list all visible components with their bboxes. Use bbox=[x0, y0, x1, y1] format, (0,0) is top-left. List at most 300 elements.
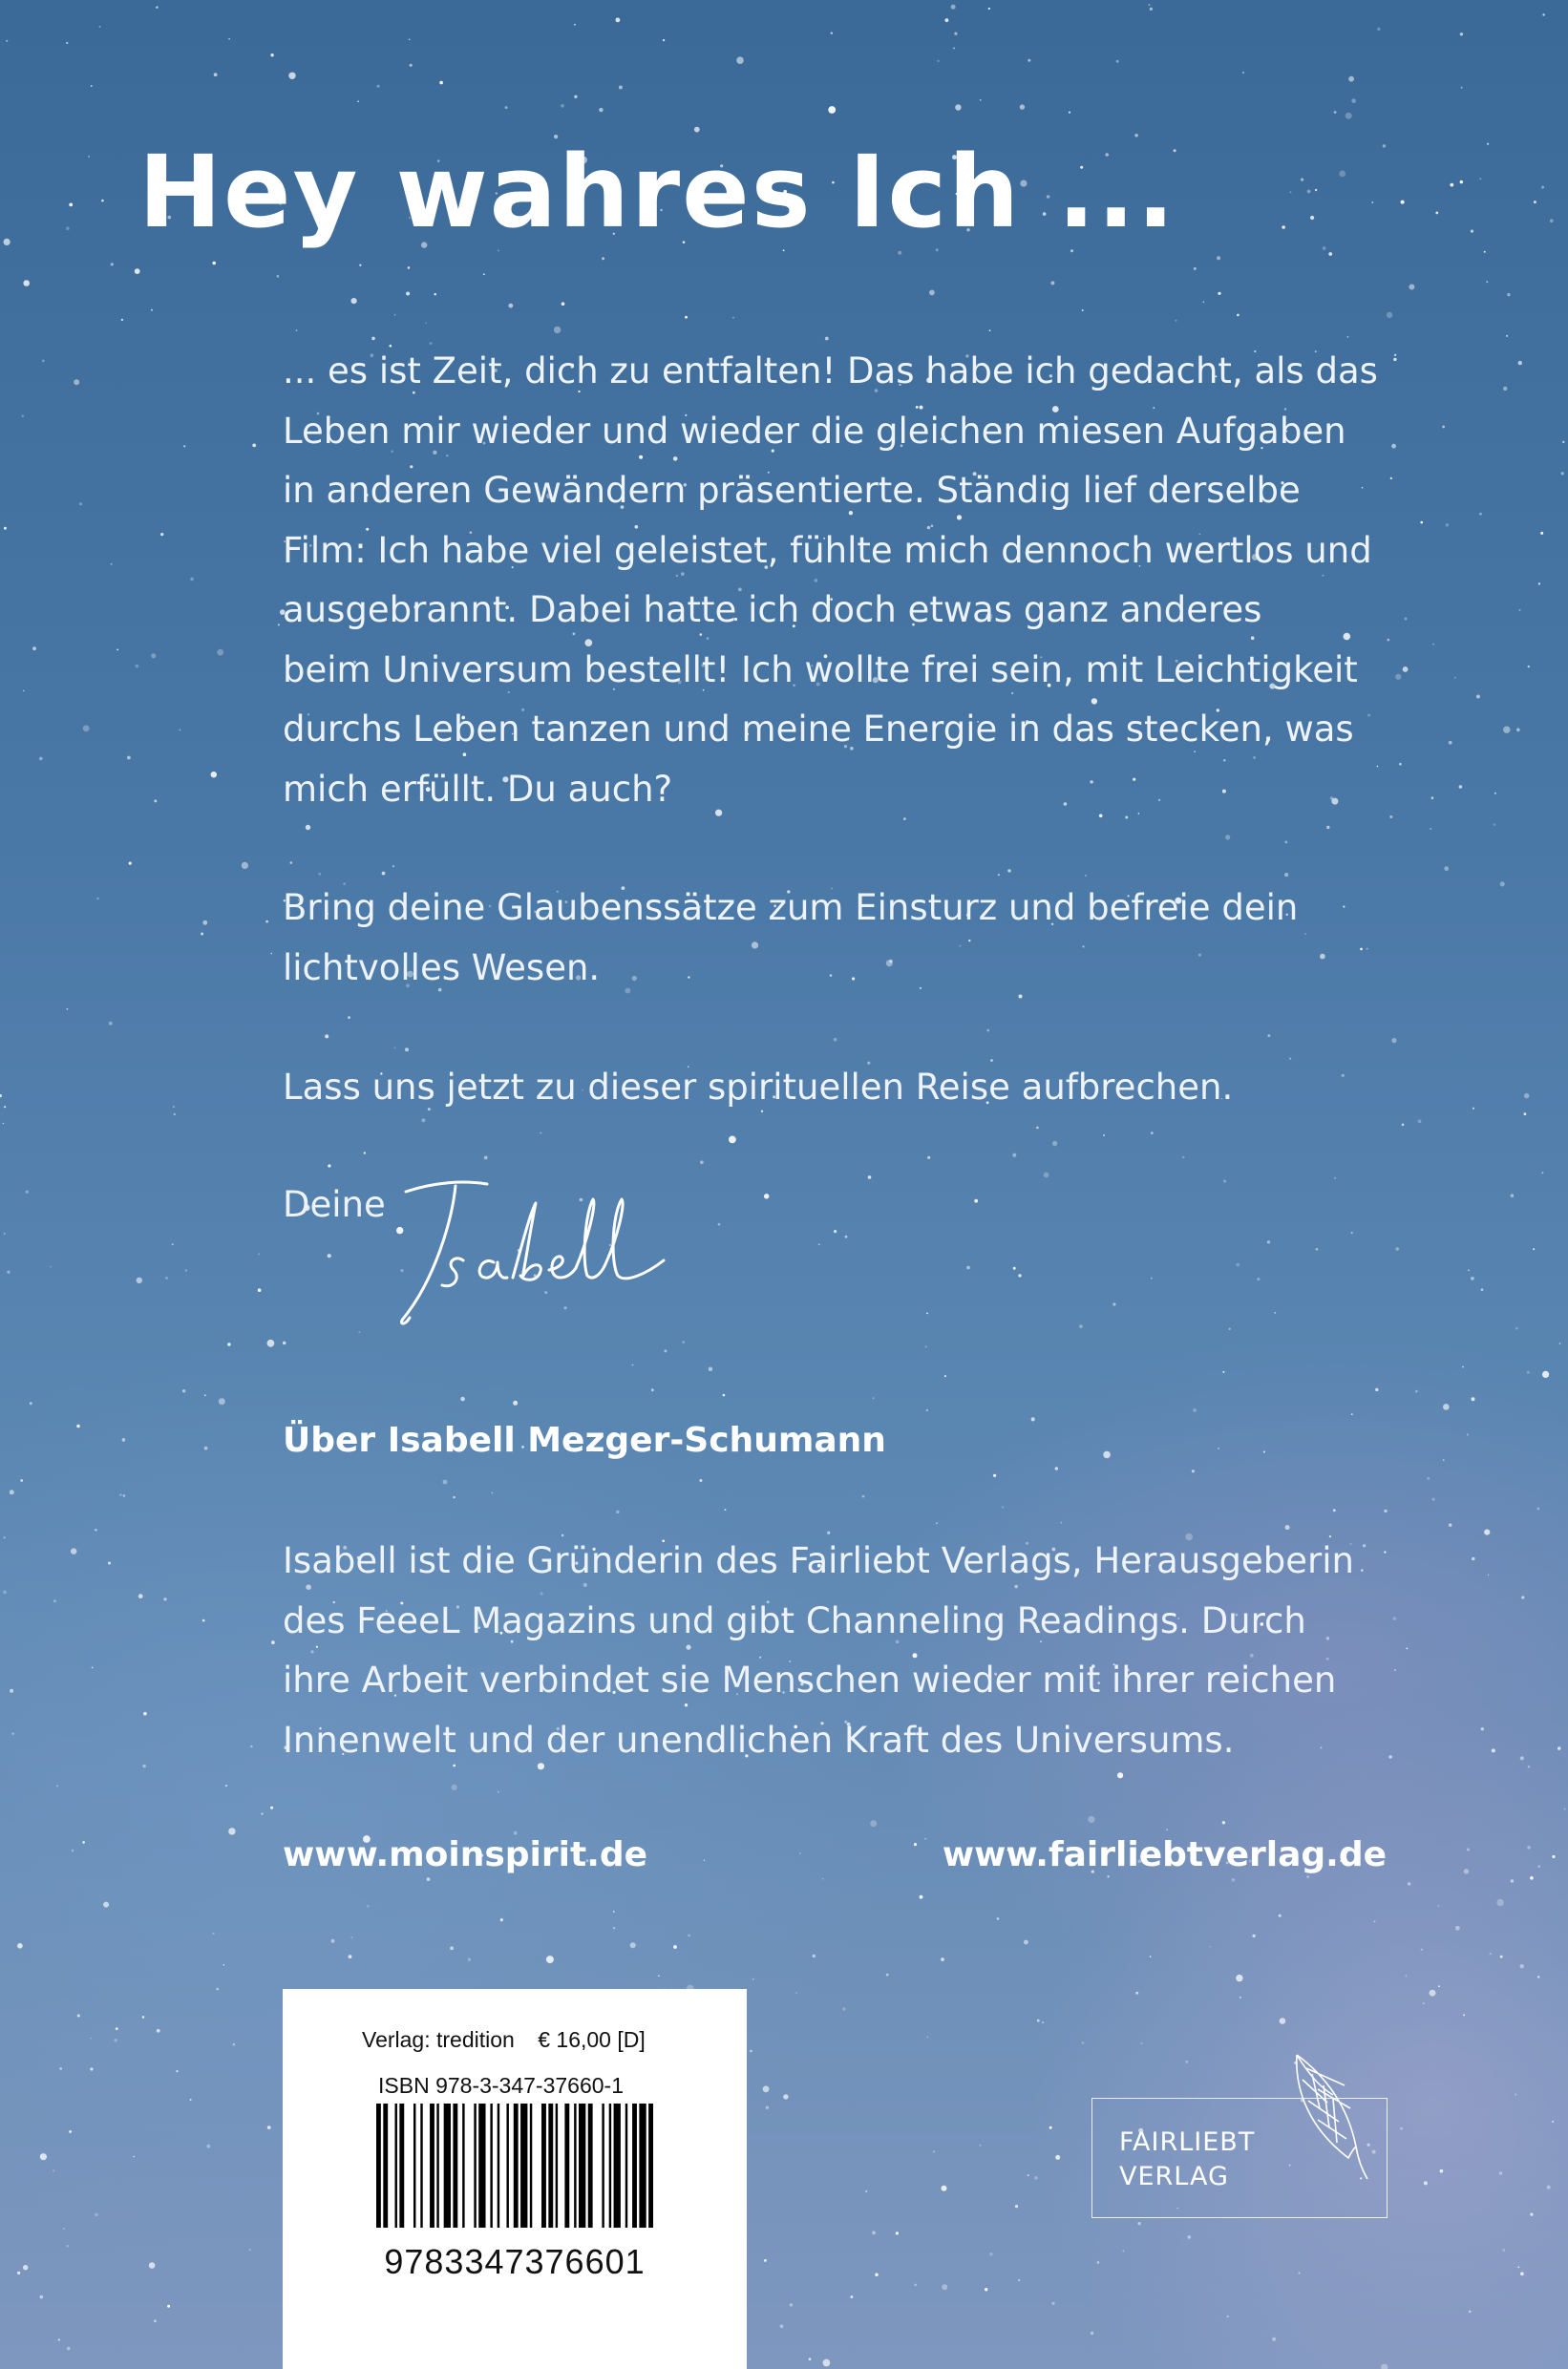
star bbox=[842, 2007, 845, 2010]
star bbox=[134, 2156, 136, 2158]
star bbox=[1037, 2020, 1040, 2022]
star bbox=[993, 1474, 996, 1477]
star bbox=[1511, 1879, 1514, 1882]
star bbox=[1402, 1124, 1405, 1127]
star bbox=[114, 2039, 117, 2042]
star bbox=[1391, 1038, 1396, 1043]
star bbox=[1561, 472, 1564, 475]
star bbox=[873, 1397, 875, 1399]
star bbox=[204, 1447, 208, 1450]
star bbox=[1018, 1274, 1021, 1277]
star bbox=[799, 1852, 801, 1854]
star bbox=[1034, 2176, 1038, 2180]
star bbox=[491, 1492, 493, 1494]
star bbox=[1013, 1267, 1016, 1270]
star bbox=[1481, 1727, 1484, 1730]
star bbox=[1387, 312, 1392, 318]
star bbox=[201, 933, 203, 936]
star bbox=[1236, 1975, 1242, 1981]
star bbox=[111, 263, 114, 265]
star bbox=[4, 1536, 6, 1538]
star bbox=[1494, 824, 1495, 826]
star bbox=[1117, 1772, 1123, 1778]
star bbox=[865, 2190, 867, 2192]
star bbox=[1537, 1976, 1539, 1978]
star bbox=[351, 1936, 353, 1938]
star bbox=[88, 156, 90, 158]
star bbox=[875, 2274, 878, 2276]
star bbox=[546, 1956, 554, 1963]
star bbox=[980, 2145, 982, 2147]
feather-icon bbox=[1289, 2051, 1375, 2185]
star bbox=[1462, 1366, 1464, 1368]
star bbox=[69, 2130, 72, 2133]
star bbox=[26, 1191, 30, 1195]
star bbox=[136, 665, 138, 667]
star bbox=[1527, 1846, 1531, 1850]
star bbox=[1552, 1855, 1555, 1858]
star bbox=[845, 1236, 848, 1238]
star bbox=[1518, 361, 1522, 365]
star bbox=[1310, 216, 1314, 220]
star bbox=[1542, 1371, 1549, 1378]
star bbox=[933, 2150, 935, 2152]
star bbox=[325, 1034, 328, 1038]
star bbox=[1524, 1093, 1529, 1098]
star bbox=[914, 1843, 917, 1846]
star bbox=[261, 1812, 263, 1814]
star bbox=[1060, 1522, 1062, 1524]
star bbox=[1055, 1467, 1058, 1470]
star bbox=[1461, 87, 1463, 89]
barcode-bar bbox=[430, 2104, 434, 2228]
star bbox=[154, 2319, 157, 2322]
star bbox=[364, 1152, 366, 1153]
star bbox=[619, 86, 623, 90]
star bbox=[95, 2213, 98, 2217]
star bbox=[434, 293, 436, 295]
star bbox=[1315, 189, 1317, 191]
star bbox=[1227, 2316, 1229, 2317]
barcode-bar bbox=[376, 2104, 381, 2228]
star bbox=[1405, 618, 1408, 621]
star bbox=[207, 2145, 211, 2148]
star bbox=[862, 1495, 865, 1498]
star bbox=[942, 2284, 947, 2290]
star bbox=[1339, 171, 1346, 178]
star bbox=[56, 1785, 58, 1787]
star bbox=[1051, 2302, 1054, 2305]
star bbox=[204, 1394, 206, 1396]
star bbox=[927, 1156, 930, 1159]
star bbox=[1403, 666, 1409, 672]
star bbox=[1272, 2337, 1276, 2341]
barcode-bar bbox=[498, 2104, 499, 2228]
star bbox=[886, 1974, 889, 1977]
signature-isabell bbox=[396, 1174, 683, 1327]
star bbox=[663, 39, 665, 41]
star bbox=[1524, 1112, 1527, 1115]
star bbox=[790, 2303, 793, 2306]
star bbox=[1225, 835, 1230, 839]
star bbox=[1267, 1240, 1270, 1243]
star bbox=[211, 772, 217, 777]
star bbox=[1012, 1153, 1016, 1157]
star bbox=[111, 563, 113, 565]
star bbox=[290, 861, 293, 864]
star bbox=[1116, 60, 1119, 63]
star bbox=[1460, 32, 1463, 35]
star bbox=[1298, 2273, 1300, 2274]
star bbox=[1484, 251, 1486, 253]
star bbox=[818, 1243, 820, 1245]
star bbox=[1450, 183, 1453, 187]
star bbox=[1007, 869, 1010, 872]
star bbox=[406, 292, 410, 296]
star bbox=[1193, 1408, 1197, 1412]
star bbox=[561, 104, 564, 108]
barcode-bar bbox=[614, 2104, 621, 2228]
star bbox=[42, 360, 45, 363]
star bbox=[1282, 225, 1285, 229]
star bbox=[23, 690, 25, 692]
star bbox=[1351, 98, 1356, 103]
star bbox=[1138, 2222, 1141, 2225]
star bbox=[425, 322, 427, 324]
star bbox=[1203, 302, 1205, 304]
star bbox=[540, 1132, 541, 1134]
star bbox=[1415, 1390, 1418, 1393]
star bbox=[1383, 144, 1386, 147]
star bbox=[1289, 191, 1291, 193]
star bbox=[1473, 1108, 1474, 1110]
barcode-bar bbox=[506, 2104, 508, 2228]
star bbox=[868, 1175, 872, 1179]
star bbox=[176, 2070, 178, 2072]
star bbox=[1460, 180, 1463, 183]
star bbox=[1562, 441, 1564, 443]
star bbox=[1479, 178, 1481, 180]
star bbox=[1020, 104, 1025, 109]
star bbox=[163, 1597, 166, 1600]
star bbox=[1430, 1990, 1436, 1997]
star bbox=[1449, 741, 1452, 745]
star bbox=[1052, 1141, 1057, 1146]
star bbox=[1333, 1509, 1336, 1512]
star bbox=[66, 226, 70, 230]
star bbox=[989, 329, 991, 331]
star bbox=[613, 1927, 615, 1929]
isbn-text: ISBN 978-3-347-37660-1 bbox=[378, 2073, 624, 2098]
star bbox=[1464, 1869, 1469, 1873]
star bbox=[1423, 2002, 1425, 2004]
barcode-bar bbox=[530, 2104, 532, 2228]
star bbox=[202, 920, 207, 925]
star bbox=[941, 1957, 944, 1961]
star bbox=[252, 444, 256, 448]
star bbox=[1446, 523, 1449, 526]
paragraph-glaubenssaetze bbox=[283, 878, 1400, 998]
star bbox=[574, 95, 577, 98]
star bbox=[1476, 695, 1480, 699]
star bbox=[1069, 112, 1070, 114]
star bbox=[63, 2228, 65, 2230]
star bbox=[67, 1008, 69, 1010]
text-line: Isabell ist die Gründerin des Fairliebt Verlags, Herausgeberin bbox=[283, 1540, 1354, 1581]
star bbox=[925, 1346, 927, 1348]
star bbox=[1218, 292, 1220, 295]
star bbox=[616, 18, 621, 23]
star bbox=[328, 1164, 330, 1167]
star bbox=[156, 7, 158, 9]
barcode-bar bbox=[574, 2104, 576, 2228]
star bbox=[4, 239, 11, 245]
star bbox=[1541, 186, 1544, 189]
star bbox=[574, 24, 576, 26]
star bbox=[271, 1640, 275, 1644]
star bbox=[1520, 1964, 1524, 1968]
star bbox=[3, 1591, 7, 1595]
star bbox=[1421, 1949, 1423, 1951]
star bbox=[1082, 309, 1084, 311]
star bbox=[190, 2099, 192, 2101]
star bbox=[825, 337, 829, 341]
barcode-label bbox=[283, 1989, 747, 2369]
cover-title: Hey wahres Ich ... bbox=[138, 134, 1176, 250]
star bbox=[1395, 1247, 1399, 1251]
star bbox=[1135, 1992, 1138, 1995]
star bbox=[1528, 1766, 1530, 1767]
star bbox=[405, 1047, 409, 1051]
star bbox=[32, 646, 36, 650]
star bbox=[157, 2029, 160, 2033]
star bbox=[651, 1388, 654, 1391]
star bbox=[1222, 1371, 1224, 1373]
star bbox=[53, 2169, 54, 2171]
barcode-bar bbox=[609, 2104, 611, 2228]
star bbox=[258, 1253, 260, 1255]
star bbox=[945, 18, 949, 22]
star bbox=[99, 26, 101, 28]
star bbox=[1492, 1748, 1495, 1752]
star bbox=[1284, 873, 1288, 877]
star bbox=[71, 1548, 76, 1554]
star bbox=[408, 266, 411, 269]
star bbox=[1530, 2213, 1533, 2216]
star bbox=[1503, 387, 1507, 391]
star bbox=[452, 1785, 457, 1790]
star bbox=[1381, 2364, 1388, 2369]
star bbox=[250, 1745, 252, 1747]
star bbox=[0, 1094, 2, 1097]
star bbox=[924, 1838, 926, 1840]
star bbox=[1323, 246, 1326, 250]
star bbox=[682, 1341, 685, 1343]
star bbox=[508, 304, 513, 308]
star bbox=[980, 99, 982, 101]
star bbox=[704, 1860, 706, 1862]
star bbox=[1252, 1935, 1255, 1937]
star bbox=[6, 40, 8, 42]
star bbox=[117, 649, 118, 651]
star bbox=[1467, 1848, 1470, 1851]
star bbox=[632, 1364, 634, 1366]
star bbox=[1088, 1816, 1094, 1823]
star bbox=[929, 290, 935, 296]
star bbox=[1486, 281, 1488, 283]
star bbox=[1449, 1523, 1452, 1527]
star bbox=[288, 73, 295, 79]
star bbox=[83, 725, 90, 731]
star bbox=[613, 1911, 615, 1913]
barcode-bar bbox=[520, 2104, 527, 2228]
star bbox=[277, 275, 280, 278]
publisher-logo-text bbox=[1119, 2126, 1255, 2194]
star bbox=[453, 1496, 455, 1498]
logo-line-1: FAIRLIEBT bbox=[1119, 2127, 1256, 2157]
star bbox=[1530, 1876, 1534, 1880]
star bbox=[1500, 881, 1505, 886]
star bbox=[443, 1480, 448, 1485]
star bbox=[50, 1266, 52, 1268]
star bbox=[1192, 1470, 1195, 1472]
star bbox=[966, 1266, 970, 1270]
star bbox=[23, 2265, 28, 2270]
star bbox=[1240, 1997, 1241, 1999]
text-line: Leben mir wieder und wieder die gleichen miesen Aufgaben bbox=[283, 410, 1346, 452]
star bbox=[74, 379, 79, 385]
barcode-publisher-line bbox=[362, 2027, 646, 2053]
star bbox=[367, 1905, 370, 1908]
barcode-bar bbox=[564, 2104, 569, 2228]
star bbox=[1468, 1270, 1470, 1272]
star bbox=[795, 1992, 797, 1994]
star bbox=[1520, 1756, 1524, 1760]
star bbox=[1374, 1921, 1376, 1923]
text-line: Innenwelt und der unendlichen Kraft des Universums. bbox=[283, 1719, 1235, 1761]
star bbox=[1347, 336, 1349, 338]
star bbox=[1002, 1506, 1004, 1508]
star bbox=[77, 2015, 80, 2018]
star bbox=[1431, 796, 1434, 799]
barcode-bar bbox=[625, 2104, 627, 2228]
star bbox=[318, 873, 321, 876]
star bbox=[174, 1113, 176, 1115]
star bbox=[1490, 1953, 1492, 1955]
star bbox=[872, 2231, 876, 2234]
star bbox=[1463, 2014, 1465, 2016]
star bbox=[483, 273, 485, 275]
star bbox=[1420, 521, 1423, 524]
star bbox=[752, 1978, 754, 1980]
star bbox=[278, 624, 280, 625]
intro-paragraph bbox=[283, 342, 1400, 819]
star bbox=[1479, 513, 1482, 516]
star bbox=[468, 1958, 471, 1961]
star bbox=[955, 104, 961, 110]
star bbox=[562, 302, 565, 306]
star bbox=[119, 1494, 121, 1496]
star bbox=[22, 415, 24, 417]
star bbox=[30, 1402, 32, 1405]
star bbox=[53, 1599, 56, 1602]
star bbox=[11, 1733, 13, 1735]
star bbox=[377, 85, 380, 88]
star bbox=[1537, 1865, 1540, 1868]
star bbox=[780, 2324, 784, 2328]
barcode-bar bbox=[588, 2104, 593, 2228]
star bbox=[96, 898, 98, 899]
star bbox=[1432, 1498, 1435, 1501]
star bbox=[1547, 2186, 1551, 2189]
star bbox=[1328, 252, 1332, 256]
star bbox=[1079, 1324, 1083, 1328]
star bbox=[91, 85, 93, 87]
star bbox=[1209, 1946, 1211, 1948]
star bbox=[944, 1375, 946, 1377]
star bbox=[1408, 1882, 1410, 1885]
star bbox=[82, 1841, 85, 1844]
star bbox=[1151, 1278, 1153, 1280]
link-fairliebtverlag[interactable]: www.fairliebtverlag.de bbox=[942, 1835, 1387, 1874]
star bbox=[766, 2106, 769, 2109]
star bbox=[212, 262, 216, 265]
star bbox=[219, 1398, 225, 1405]
star bbox=[1036, 1127, 1039, 1130]
star bbox=[989, 2253, 993, 2256]
star bbox=[95, 1529, 97, 1532]
star bbox=[1150, 8, 1153, 11]
star bbox=[103, 1902, 109, 1908]
star bbox=[1050, 281, 1054, 285]
star bbox=[1140, 2042, 1142, 2044]
star bbox=[658, 1976, 660, 1978]
star bbox=[936, 1522, 938, 1524]
star bbox=[1550, 219, 1554, 222]
star bbox=[834, 1230, 837, 1233]
barcode-bar bbox=[478, 2104, 485, 2228]
star bbox=[1222, 1821, 1225, 1824]
star bbox=[79, 502, 82, 505]
star bbox=[823, 2359, 831, 2367]
star bbox=[1440, 2169, 1444, 2173]
star bbox=[1506, 335, 1508, 337]
star bbox=[306, 825, 310, 830]
star bbox=[1401, 201, 1405, 204]
star bbox=[942, 2186, 947, 2191]
star bbox=[1031, 1417, 1035, 1421]
star bbox=[351, 298, 357, 304]
star bbox=[954, 32, 957, 35]
barcode-bar bbox=[399, 2104, 404, 2228]
star bbox=[258, 1288, 262, 1292]
star bbox=[783, 2094, 788, 2099]
barcode-bar bbox=[462, 2104, 464, 2228]
star bbox=[58, 2339, 60, 2341]
star bbox=[1091, 2332, 1093, 2335]
star bbox=[926, 1313, 928, 1315]
star bbox=[1285, 1525, 1290, 1530]
star bbox=[1407, 1648, 1409, 1650]
star bbox=[127, 756, 131, 760]
star bbox=[986, 1029, 989, 1032]
star bbox=[834, 1038, 837, 1042]
link-moinspirit[interactable]: www.moinspirit.de bbox=[283, 1835, 648, 1874]
star bbox=[851, 2295, 854, 2298]
star bbox=[1552, 2121, 1554, 2123]
star bbox=[348, 1016, 350, 1019]
star bbox=[108, 1562, 111, 1565]
